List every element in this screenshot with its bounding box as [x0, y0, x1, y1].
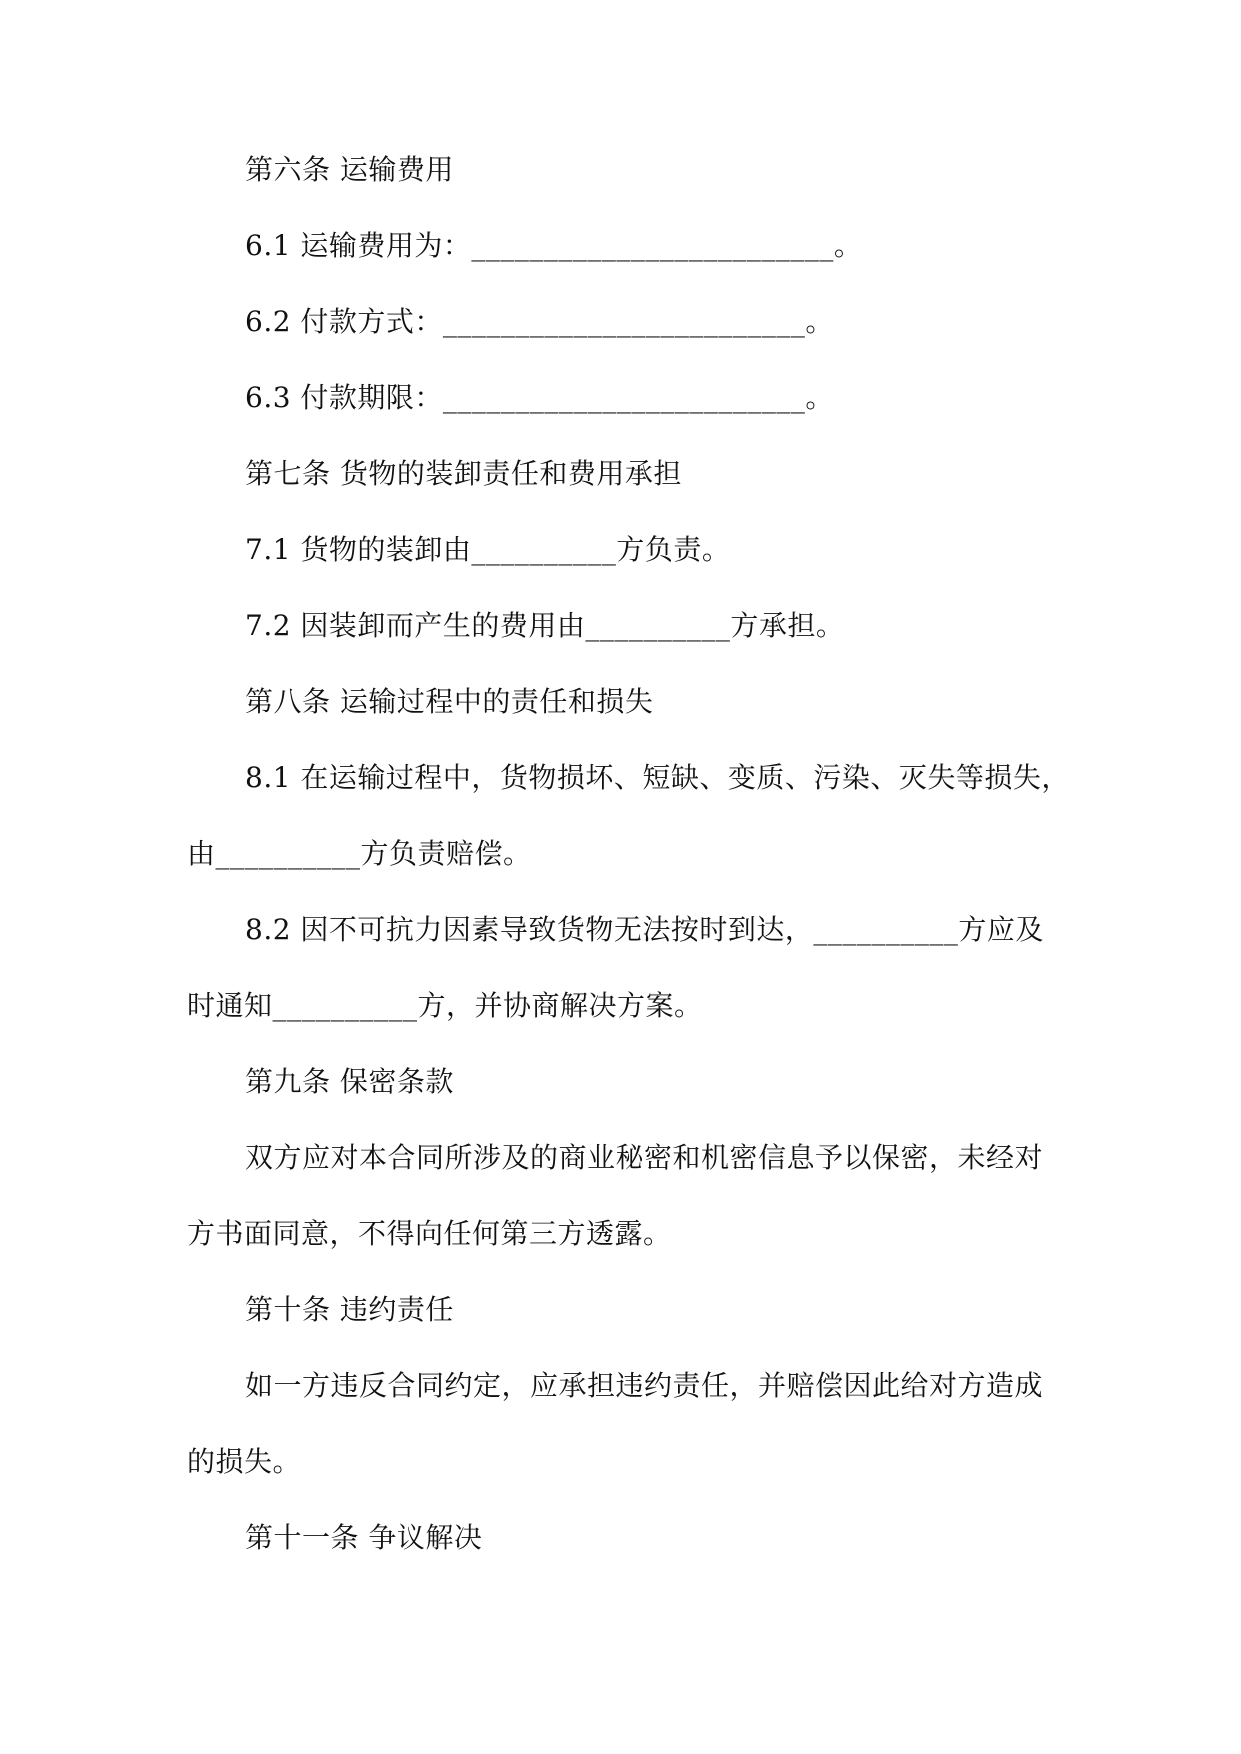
clause-8-1-line-2: 由__________方负责赔偿。: [187, 837, 532, 870]
clause-7-1: 7.1 货物的装卸由__________方负责。: [245, 533, 731, 566]
clause-8-2-line-2: 时通知__________方，并协商解决方案。: [187, 989, 703, 1022]
clause-8-1-line-1: 8.1 在运输过程中，货物损坏、短缺、变质、污染、灭失等损失，: [245, 761, 1070, 794]
article-10-text-line-2: 的损失。: [187, 1445, 302, 1478]
clause-7-2: 7.2 因装卸而产生的费用由__________方承担。: [245, 609, 845, 642]
article-10-text-line-1: 如一方违反合同约定，应承担违约责任，并赔偿因此给对方造成: [245, 1369, 1044, 1402]
article-10-heading: 第十条 违约责任: [245, 1293, 454, 1326]
article-9-heading: 第九条 保密条款: [245, 1065, 454, 1098]
clause-6-3: 6.3 付款期限：_________________________。: [245, 381, 834, 414]
article-11-heading: 第十一条 争议解决: [245, 1521, 483, 1554]
article-9-text-line-2: 方书面同意，不得向任何第三方透露。: [187, 1217, 672, 1250]
article-6-heading: 第六条 运输费用: [245, 153, 454, 186]
clause-6-1: 6.1 运输费用为：_________________________。: [245, 229, 863, 262]
article-7-heading: 第七条 货物的装卸责任和费用承担: [245, 457, 682, 490]
article-8-heading: 第八条 运输过程中的责任和损失: [245, 685, 654, 718]
clause-6-2: 6.2 付款方式：_________________________。: [245, 305, 834, 338]
clause-8-2-line-1: 8.2 因不可抗力因素导致货物无法按时到达，__________方应及: [245, 913, 1044, 946]
article-9-text-line-1: 双方应对本合同所涉及的商业秘密和机密信息予以保密，未经对: [245, 1141, 1044, 1174]
